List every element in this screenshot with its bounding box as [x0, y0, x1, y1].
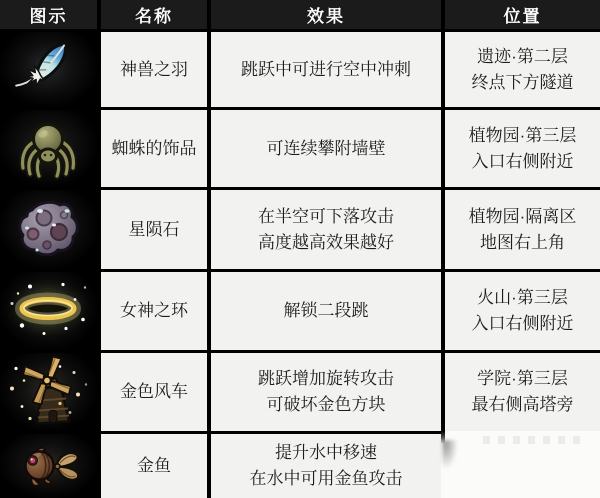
item-location-cell — [445, 110, 600, 187]
location-line: 学院·第三层 — [477, 369, 568, 388]
item-name-cell — [101, 110, 207, 187]
item-name-cell — [101, 32, 207, 107]
effect-line: 在水中可用金鱼攻击 — [249, 469, 403, 488]
item-name: 金色风车 — [120, 382, 188, 401]
spider-icon — [0, 110, 97, 187]
column-header-location: 位置 — [445, 0, 600, 29]
item-name: 金鱼 — [137, 456, 171, 475]
location-line: 遗迹·第二层 — [477, 46, 568, 66]
location-line: 终点下方隧道 — [471, 72, 574, 92]
item-effect-cell — [211, 434, 441, 498]
faint-watermark — [483, 436, 583, 444]
meteorite-icon — [0, 190, 97, 269]
feather-icon — [0, 32, 97, 107]
item-name: 蜘蛛的饰品 — [111, 138, 197, 158]
item-name-cell — [101, 272, 207, 350]
item-location-cell-empty — [441, 431, 600, 498]
effect-line: 可连续攀附墙壁 — [266, 138, 386, 158]
item-name-cell — [101, 190, 207, 269]
effect-line: 解锁二段跳 — [283, 301, 369, 320]
location-line: 植物园·隔离区 — [468, 206, 577, 226]
item-location-cell — [445, 353, 600, 431]
column-header-icon: 图示 — [0, 0, 97, 29]
fade-smudge — [442, 440, 458, 470]
effect-line: 可破坏金色方块 — [266, 395, 386, 414]
item-location-cell — [445, 272, 600, 350]
item-location-cell — [445, 32, 600, 107]
effect-line: 在半空可下落攻击 — [258, 206, 394, 226]
effect-line: 跳跃增加旋转攻击 — [258, 369, 394, 388]
item-icon-cell — [0, 110, 97, 187]
item-name: 神兽之羽 — [120, 59, 188, 79]
item-name: 女神之环 — [120, 301, 188, 320]
location-line: 入口右侧附近 — [471, 151, 574, 171]
location-line: 入口右侧附近 — [471, 314, 574, 333]
item-effect-cell — [211, 32, 441, 107]
item-icon-cell — [0, 272, 97, 350]
item-effect-cell — [211, 353, 441, 431]
item-icon-cell — [0, 434, 97, 498]
item-location-cell — [445, 190, 600, 269]
item-effect-cell — [211, 190, 441, 269]
halo-icon — [0, 272, 97, 350]
effect-line: 高度越高效果越好 — [258, 232, 394, 252]
location-line: 最右侧高塔旁 — [471, 395, 574, 414]
item-icon-cell — [0, 190, 97, 269]
location-line: 地图右上角 — [480, 232, 565, 252]
item-name-cell — [101, 353, 207, 431]
item-effect-cell — [211, 272, 441, 350]
effect-line: 提升水中移速 — [275, 443, 377, 462]
column-header-effect: 效果 — [211, 0, 441, 29]
goldfish-icon — [0, 434, 97, 498]
column-header-name: 名称 — [101, 0, 207, 29]
item-name-cell — [101, 434, 207, 498]
effect-line: 跳跃中可进行空中冲刺 — [241, 59, 411, 79]
item-name: 星陨石 — [128, 219, 180, 239]
item-icon-cell — [0, 32, 97, 107]
item-icon-cell — [0, 353, 97, 431]
location-line: 植物园·第三层 — [468, 125, 577, 145]
windmill-icon — [0, 353, 97, 431]
item-effect-cell — [211, 110, 441, 187]
location-line: 火山·第三层 — [477, 288, 568, 307]
